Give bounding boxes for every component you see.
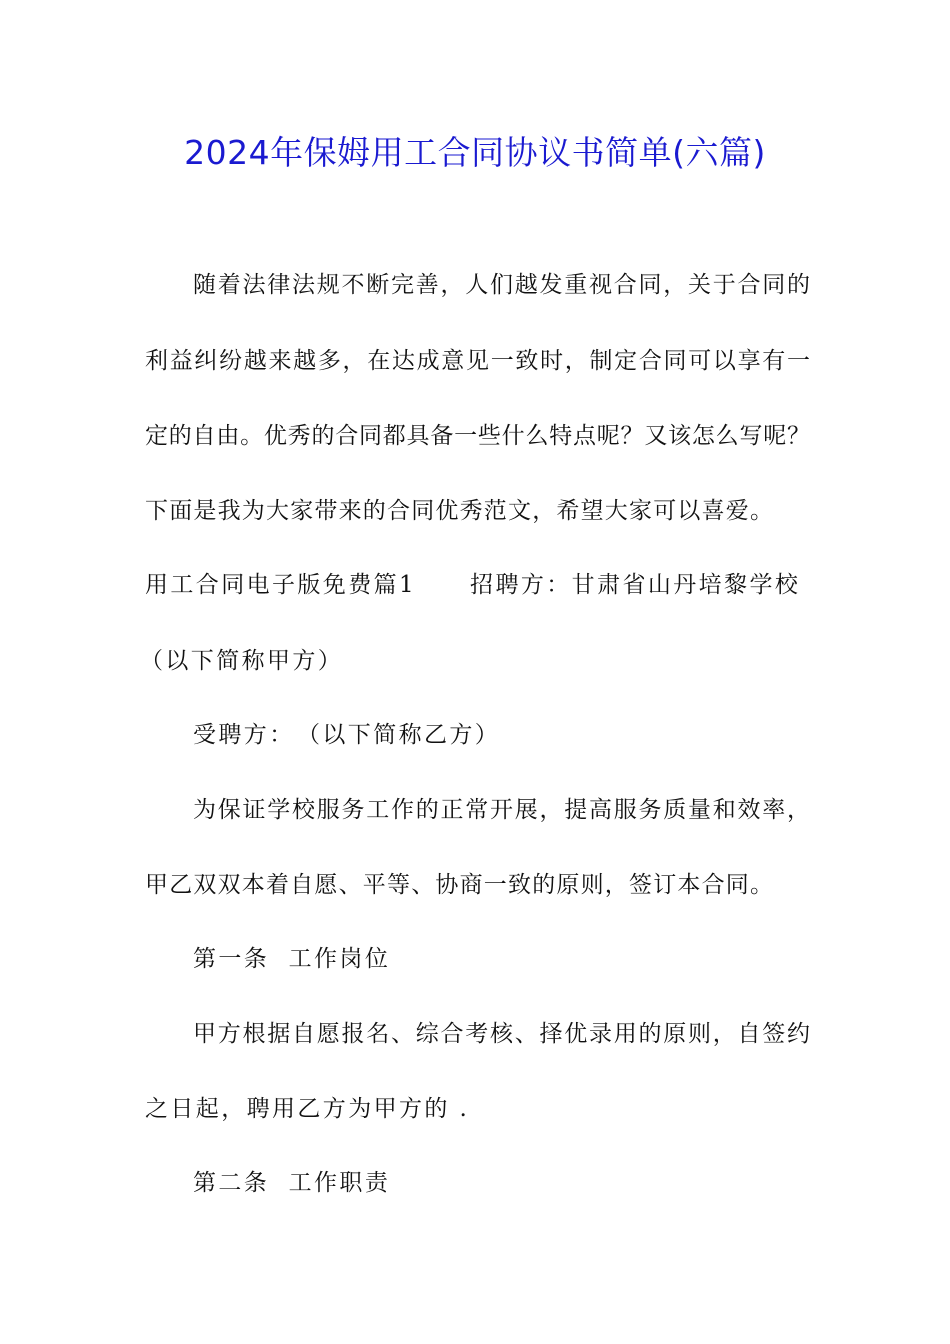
intro-line-2: 利益纠纷越来越多，在达成意见一致时，制定合同可以享有一 <box>145 348 810 374</box>
employer-line: 招聘方：甘肃省山丹培黎学校 <box>470 572 801 598</box>
employee-line: 受聘方： （以下简称乙方） <box>193 722 501 748</box>
intro-line-1: 随着法律法规不断完善，人们越发重视合同，关于合同的 <box>193 272 810 298</box>
document-title: 2024年保姆用工合同协议书简单(六篇) <box>184 133 766 172</box>
purpose-line-2: 甲乙双双本着自愿、平等、协商一致的原则，签订本合同。 <box>145 872 775 898</box>
article-2-heading: 第二条 工作职责 <box>193 1170 391 1196</box>
article-1-heading: 第一条 工作岗位 <box>193 946 391 972</box>
purpose-line-1: 为保证学校服务工作的正常开展，提高服务质量和效率， <box>193 797 810 823</box>
intro-line-3: 定的自由。优秀的合同都具备一些什么特点呢？又该怎么写呢？ <box>145 423 810 449</box>
employer-suffix: （以下简称甲方） <box>140 648 344 674</box>
section-heading: 用工合同电子版免费篇1 <box>145 572 417 598</box>
intro-line-4: 下面是我为大家带来的合同优秀范文，希望大家可以喜爱。 <box>145 498 775 524</box>
article-1-line-2: 之日起，聘用乙方为甲方的 . <box>145 1096 470 1122</box>
article-1-line-1: 甲方根据自愿报名、综合考核、择优录用的原则，自签约 <box>193 1021 810 1047</box>
section-heading-line <box>145 565 810 605</box>
